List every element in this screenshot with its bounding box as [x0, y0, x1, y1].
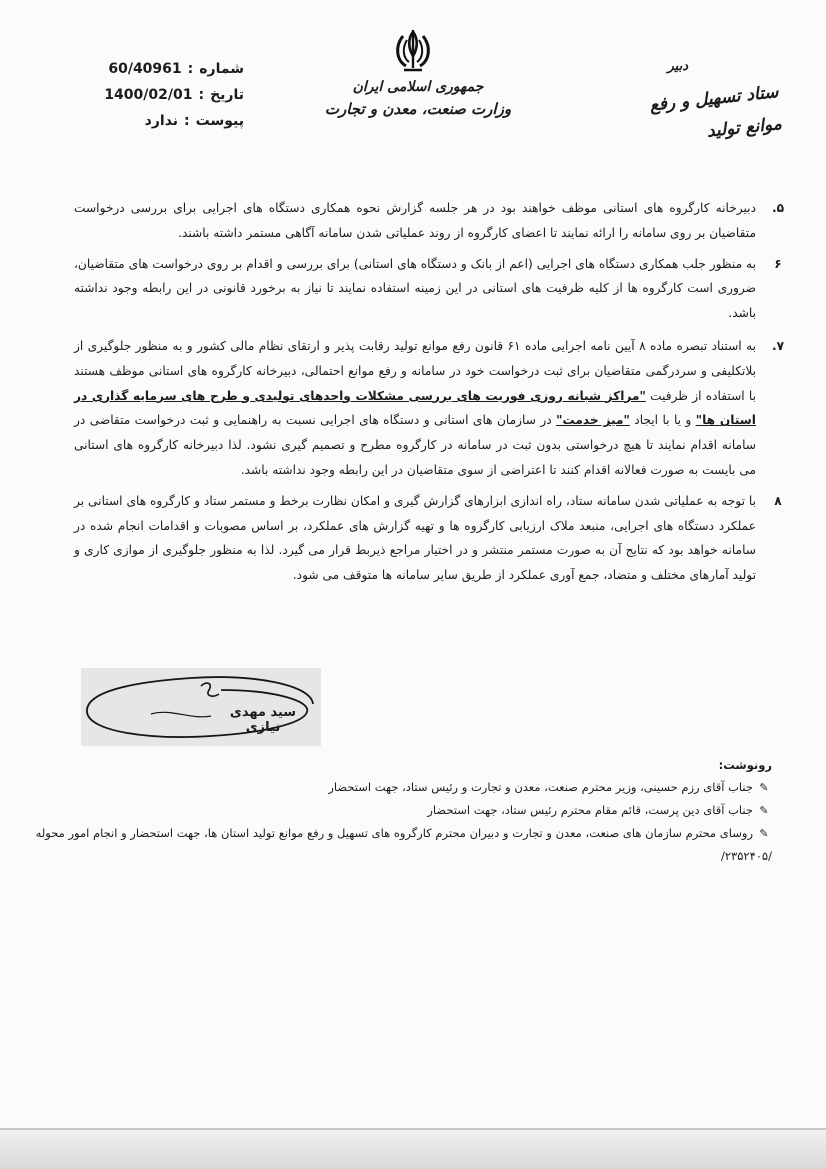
item-text: به منظور جلب همکاری دستگاه های اجرایی (اعم از بانک و دستگاه های استانی) برای بررسی و اقدام بر روی درخواست های متقاضیان، ضروری است کارگروه ها از کلیه ظرفیت های استانی در این زمینه استفاده نمایند تا نیاز به برخورد قانونی در این رابطه وجود نداشته باشد.: [74, 256, 756, 321]
cc-row-text: روسای محترم سازمان های صنعت، معدن و تجارت و دبیران محترم کارگروه های تسهیل و رفع موانع تولید استان ها، جهت استحضار و انجام امور محوله: [35, 826, 753, 840]
letter-items: [74, 196, 785, 588]
pen-icon: ✎: [759, 804, 769, 817]
secretariat-title: ستاد تسهیل و رفع موانع تولید: [648, 82, 783, 142]
signatory-name: سید مهدی نیازی: [229, 705, 297, 735]
pen-icon: ✎: [759, 827, 769, 840]
secretariat-heading: [610, 58, 783, 142]
attachment-value: ندارد: [144, 113, 179, 129]
pen-icon: ✎: [759, 781, 769, 794]
highlight-centers: "مراکز شبانه روزی فوریت های بررسی مشکلات واحدهای تولیدی و طرح های سرمایه گذاری در استان ها": [74, 388, 756, 428]
scan-edge: [0, 1128, 826, 1169]
item-text-part: به استناد تبصره ماده ۸ آیین نامه اجرایی ماده ۶۱ قانون رفع موانع تولید رقابت پذیر و ارتقای نظام مالی کشور و به منظور جلوگیری از بلاتکلیفی و سردرگمی متقاضیان برای ثبت درخواست خود در سامانه و رفع موانع احتمالی، دبیرخانه کارگروه های استانی موظف هستند با استفاده از ظرفیت: [74, 338, 756, 403]
reference-code: /۲۳۵۲۴۰۵/: [721, 849, 772, 863]
signature-stamp: [81, 668, 321, 746]
item-number: ۷.: [771, 338, 785, 353]
number-value: 60/40961: [108, 61, 182, 77]
letter-item: [74, 489, 782, 588]
letter-item: [74, 196, 785, 246]
iran-emblem-icon: [390, 28, 436, 78]
item-number: ۸: [774, 493, 782, 508]
number-label: شماره: [199, 61, 244, 77]
date-label: تاریخ: [210, 87, 244, 103]
cc-row-text: جناب آقای رزم حسینی، وزیر محترم صنعت، معدن و تجارت و رئیس ستاد، جهت استحضار: [328, 780, 753, 794]
ministry-heading: [318, 76, 518, 120]
ministry-title: وزارت صنعت، معدن و تجارت: [324, 100, 512, 118]
number-row: شماره:60/40961: [74, 56, 244, 82]
cc-row: [35, 822, 772, 845]
carbon-copy: [35, 754, 772, 867]
item-text: [74, 334, 756, 483]
cc-row-text: جناب آقای دین پرست، قائم مقام محترم رئیس ستاد، جهت استحضار: [427, 803, 753, 817]
attachment-row: پیوست:ندارد: [74, 108, 244, 134]
letter-item: [74, 252, 782, 326]
item-number: ۵.: [771, 201, 785, 215]
cc-row: [80, 799, 772, 822]
item-text-part: و یا با ایجاد: [629, 413, 696, 428]
cc-title: رونوشت:: [718, 758, 772, 772]
letter-meta: [74, 56, 244, 134]
secretary-label: دبیر: [667, 59, 688, 74]
highlight-service-desk: "میز خدمت": [556, 413, 630, 428]
republic-title: جمهوری اسلامی ایران: [352, 79, 484, 95]
item-text-part: در سازمان های استانی و دستگاه های اجرایی نسبت به راهنمایی و ثبت درخواست متقاضی در سامانه اقدام نمایند تا هیچ درخواستی بدون ثبت در سامانه در کارگروه مطرح و تصمیم گیری نشود. لذا دبیرخانه کارگروه های استانی می بایست به صورت فعالانه اقدام کنند تا اعتراضی از سوی متقاضیان در این رابطه وجود نداشته باشد.: [74, 413, 756, 477]
item-number: ۶: [774, 256, 782, 271]
letter-item: [74, 334, 785, 483]
date-value: 1400/02/01: [104, 87, 193, 103]
date-row: تاریخ:1400/02/01: [74, 82, 244, 108]
cc-row: [80, 776, 772, 799]
item-text: با توجه به عملیاتی شدن سامانه ستاد، راه اندازی ابزارهای گزارش گیری و امکان نظارت برخط و مستمر ستاد و کارگروه های استانی بر عملکرد دستگاه های اجرایی، منبعد ملاک ارزیابی کارگروه ها و تهیه گزارش های عملکرد، بر اساس مصوبات و اقدامات انجام شده در سامانه خواهد بود که نتایج آن به صورت مستمر منتشر و در اختیار مراجع ذیربط قرار می گیرد. لذا به منظور جلوگیری از موازی کاری و تولید آمارهای مختلف و متضاد، جمع آوری عملکرد از طریق سایر سامانه ها متوقف می شود.: [74, 493, 756, 583]
attachment-label: پیوست: [195, 113, 244, 129]
item-text: دبیرخانه کارگروه های استانی موظف خواهند بود در هر جلسه گزارش نحوه همکاری دستگاه های اجرایی برای بررسی درخواست متقاضیان بر روی سامانه را ارائه نمایند تا اعضای کارگروه از روند عملیاتی شدن سامانه آگاهی مستمر داشته باشند.: [74, 201, 756, 240]
